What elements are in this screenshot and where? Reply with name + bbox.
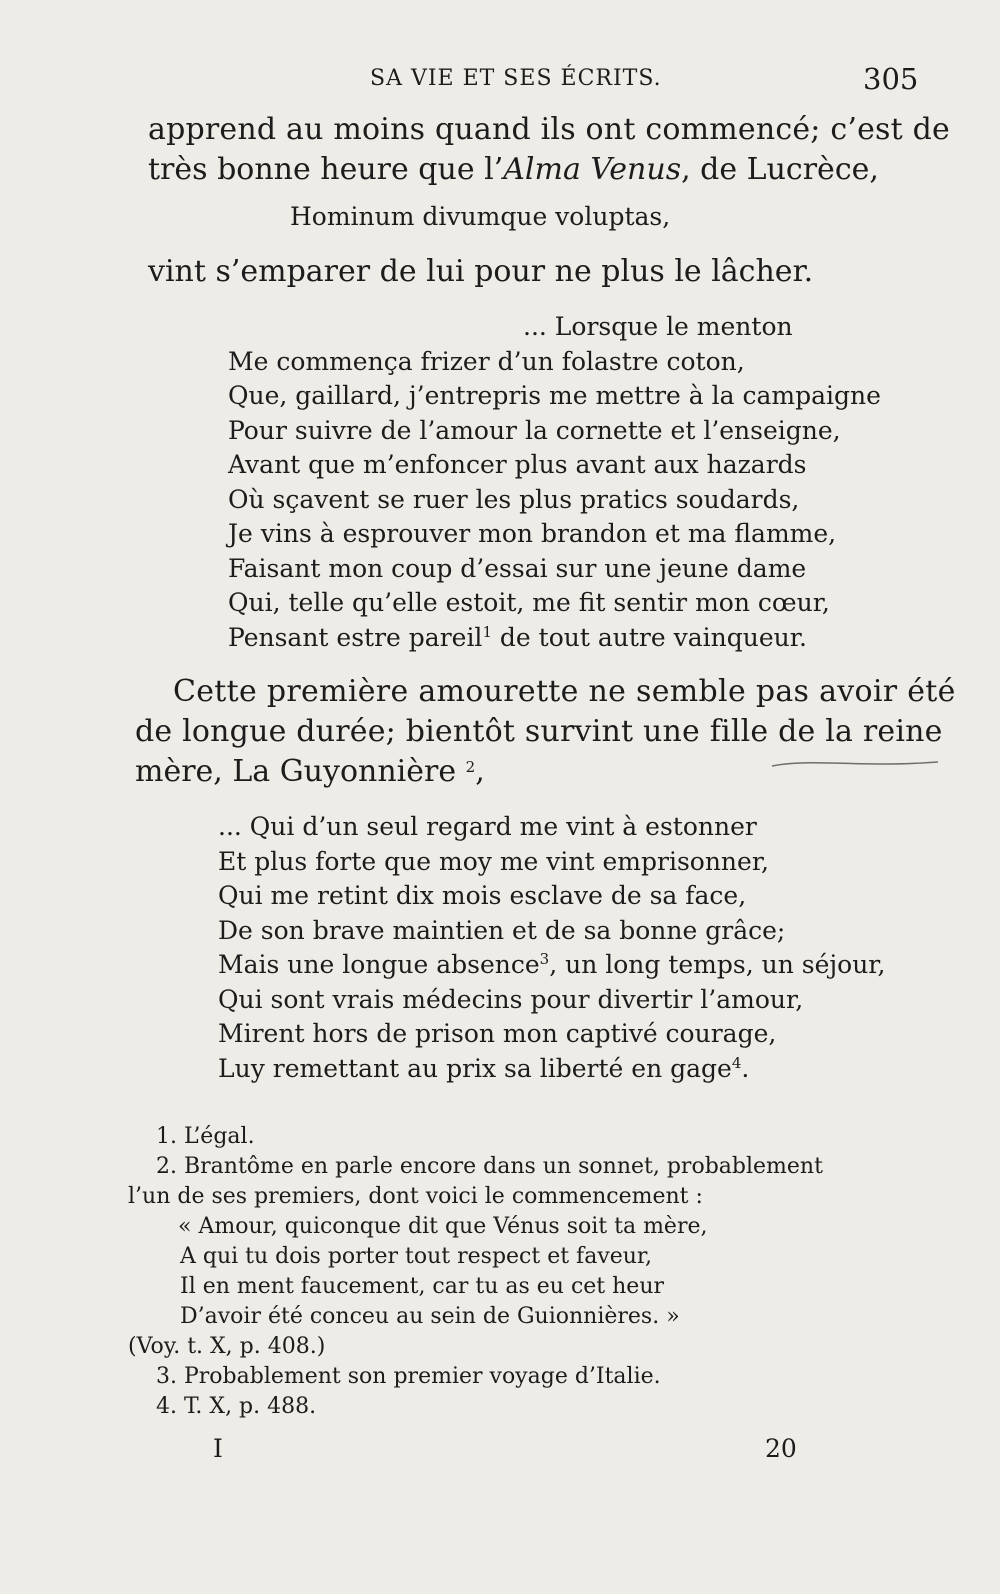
footnote-quote-line: D’avoir été conceu au sein de Guionnières. » xyxy=(180,1304,680,1329)
latin-title: Alma Venus xyxy=(503,152,682,187)
text-line: Cette première amourette ne semble pas avoir été xyxy=(173,674,956,709)
text-line: de longue durée; bientôt survint une fille de la reine xyxy=(135,714,943,749)
verse-line: Mirent hors de prison mon captivé courage, xyxy=(218,1019,777,1048)
pencil-underline-mark xyxy=(770,748,940,778)
verse-line: Où sçavent se ruer les plus pratics soudards, xyxy=(228,484,800,514)
running-title: SA VIE ET SES ÉCRITS. xyxy=(370,66,662,91)
verse-line: Pensant estre pareil$^1$ de tout autre vainqueur. xyxy=(228,622,807,652)
text-line: vint s’emparer de lui pour ne plus le lâcher. xyxy=(148,254,814,289)
footnote-2: 2. Brantôme en parle encore dans un sonnet, probablement xyxy=(156,1154,823,1179)
verse-line: Avant que m’enfoncer plus avant aux hazards xyxy=(228,450,807,479)
footnote-quote-line: A qui tu dois porter tout respect et faveur, xyxy=(180,1244,653,1269)
footnote-reference: (Voy. t. X, p. 408.) xyxy=(128,1334,326,1359)
verse-block-1 xyxy=(228,310,881,655)
verse-line: Pour suivre de l’amour la cornette et l’enseigne, xyxy=(228,415,841,445)
verse-line: De son brave maintien et de sa bonne grâce; xyxy=(218,915,786,945)
footnote-quote-line: « Amour, quiconque dit que Vénus soit ta mère, xyxy=(178,1214,708,1239)
page-number: 305 xyxy=(863,62,919,96)
verse-line: Faisant mon coup d’essai sur une jeune dame xyxy=(228,553,807,583)
footnote-1: 1. L’égal. xyxy=(156,1124,255,1149)
text-line: apprend au moins quand ils ont commencé; c’est de xyxy=(148,112,950,147)
verse-line: Qui, telle qu’elle estoit, me fit sentir mon cœur, xyxy=(228,588,830,617)
footnote-ref: 2 xyxy=(465,758,476,776)
footnote-ref: 3 xyxy=(539,950,550,968)
verse-line: Qui sont vrais médecins pour divertir l’amour, xyxy=(218,984,804,1014)
verse-line: ... Lorsque le menton xyxy=(523,312,793,341)
footnote-4: 4. T. X, p. 488. xyxy=(156,1394,317,1419)
verse-line: Mais une longue absence$^3$, un long temps, un séjour, xyxy=(218,950,886,979)
footnotes xyxy=(128,1122,823,1422)
footnote-quote-line: Il en ment faucement, car tu as eu cet heur xyxy=(180,1274,665,1299)
signature-volume: I xyxy=(213,1434,223,1463)
verse-line: Je vins à esprouver mon brandon et ma flamme, xyxy=(228,519,837,548)
footnote-3: 3. Probablement son premier voyage d’Italie. xyxy=(156,1364,661,1389)
paragraph-2 xyxy=(148,252,912,292)
verse-line: Que, gaillard, j’entrepris me mettre à la campaigne xyxy=(228,381,881,410)
verse-line: Luy remettant au prix sa liberté en gage$^4$. xyxy=(218,1053,750,1083)
footnote-ref: 4 xyxy=(731,1053,742,1072)
verse-line: Et plus forte que moy me vint emprisonner, xyxy=(218,846,769,876)
footnote-ref: 1 xyxy=(482,622,492,641)
text-line: très bonne heure que l’Alma Venus, de Lucrèce, xyxy=(148,152,879,187)
text-line: mère, La Guyonnière $^2$, xyxy=(135,754,485,789)
latin-quote xyxy=(290,200,670,235)
paragraph-1 xyxy=(148,110,950,190)
verse-block-2 xyxy=(218,810,885,1086)
running-header xyxy=(0,60,1000,100)
verse-line: ... Qui d’un seul regard me vint à estonner xyxy=(218,812,757,841)
footnote-2-cont: l’un de ses premiers, dont voici le commencement : xyxy=(128,1184,703,1209)
verse-line: Qui me retint dix mois esclave de sa face, xyxy=(218,881,747,910)
verse-line: Hominum divumque voluptas, xyxy=(290,202,671,231)
verse-line: Me commença frizer d’un folastre coton, xyxy=(228,346,745,376)
signature-number: 20 xyxy=(765,1434,797,1463)
